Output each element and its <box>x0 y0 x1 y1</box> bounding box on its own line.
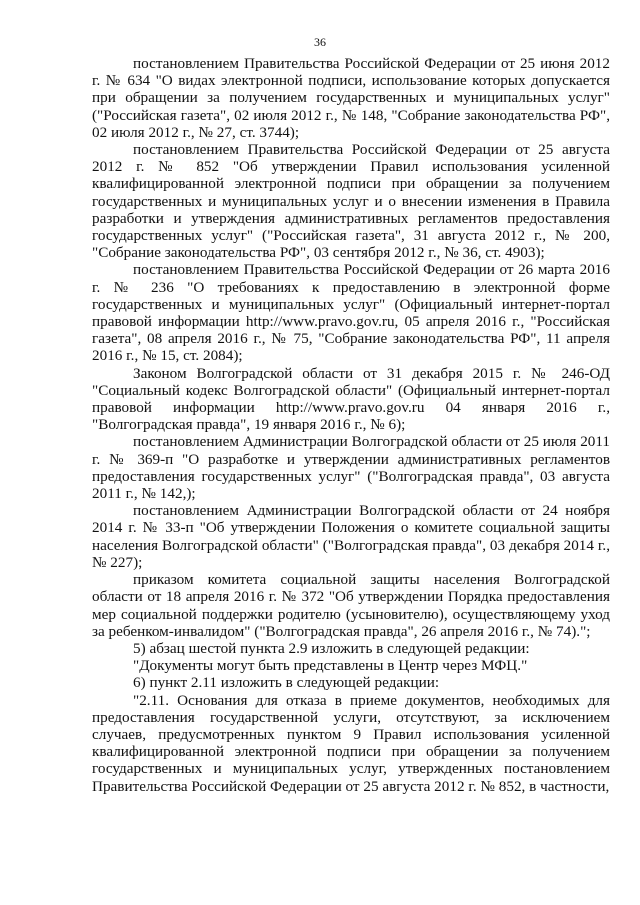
paragraph: постановлением Администрации Волгоградской области от 25 июля 2011 г. № 369-п "О разработке и утверждении административных регламентов предоставления государственных услуг" ("Волгоградская правда", 03 августа 2011 г., № 142,); <box>92 433 610 503</box>
paragraph: "2.11. Основания для отказа в приеме документов, необходимых для предоставления государственной услуги, отсутствуют, за исключением случаев, предусмотренных пунктом 9 Правил использования усиленной квалифицированной электронной подписи при обращении за получением государственных и муниципальных услуг, утвержденных постановлением Правительства Российской Федерации от 25 августа 2012 г. № 852, в частности, <box>92 691 610 795</box>
paragraph: Законом Волгоградской области от 31 декабря 2015 г. № 246-ОД "Социальный кодекс Волгоградской области" (Официальный интернет-портал правовой информации http://www.pravo.gov.ru 04 января 2016 г., "Волгоградская правда", 19 января 2016 г., № 6); <box>92 364 610 434</box>
paragraph: постановлением Правительства Российской Федерации от 25 июня 2012 г. № 634 "О видах электронной подписи, использование которых допускается при обращении за получением государственных и муниципальных услуг" ("Российская газета", 02 июля 2012 г., № 148, "Собрание законодательства РФ", 02 июля 2012 г., № 27, ст. 3744); <box>92 55 610 141</box>
paragraph: постановлением Правительства Российской Федерации от 25 августа 2012 г. № 852 "Об утверждении Правил использования усиленной квалифицированной электронной подписи при обращении за получением государственных и муниципальных услуг и о внесении изменения в Правила разработки и утверждения административных регламентов предоставления государственных услуг" ("Российская газета", 31 августа 2012 г., № 200, "Собрание законодательства РФ", 03 сентября 2012 г., № 36, ст. 4903); <box>92 141 610 262</box>
paragraph: "Документы могут быть представлены в Центр через МФЦ." <box>133 657 528 675</box>
paragraph: 5) абзац шестой пункта 2.9 изложить в следующей редакции: <box>133 639 530 657</box>
paragraph: приказом комитета социальной защиты населения Волгоградской области от 18 апреля 2016 г. № 372 "Об утверждении Порядка предоставления мер социальной поддержки родителю (усыновителю), осуществляющему уход за ребенком-инвалидом" ("Волгоградская правда", 26 апреля 2016 г., № 74)."; <box>92 571 610 640</box>
paragraph: 6) пункт 2.11 изложить в следующей редакции: <box>133 674 440 692</box>
paragraph: постановлением Правительства Российской Федерации от 26 марта 2016 г. № 236 "О требованиях к предоставлению в электронной форме государственных и муниципальных услуг" (Официальный интернет-портал правовой информации http://www.pravo.gov.ru, 05 апреля 2016 г., "Российская газета", 08 апреля 2016 г., № 75, "Собрание законодательства РФ", 11 апреля 2016 г., № 15, ст. 2084); <box>92 261 610 365</box>
paragraph: постановлением Администрации Волгоградской области от 24 ноября 2014 г. № 33-п "Об утверждении Положения о комитете социальной защиты населения Волгоградской области" ("Волгоградская правда", 03 декабря 2014 г., № 227); <box>92 502 610 571</box>
document-body <box>92 55 610 795</box>
page-number: 36 <box>314 35 326 49</box>
